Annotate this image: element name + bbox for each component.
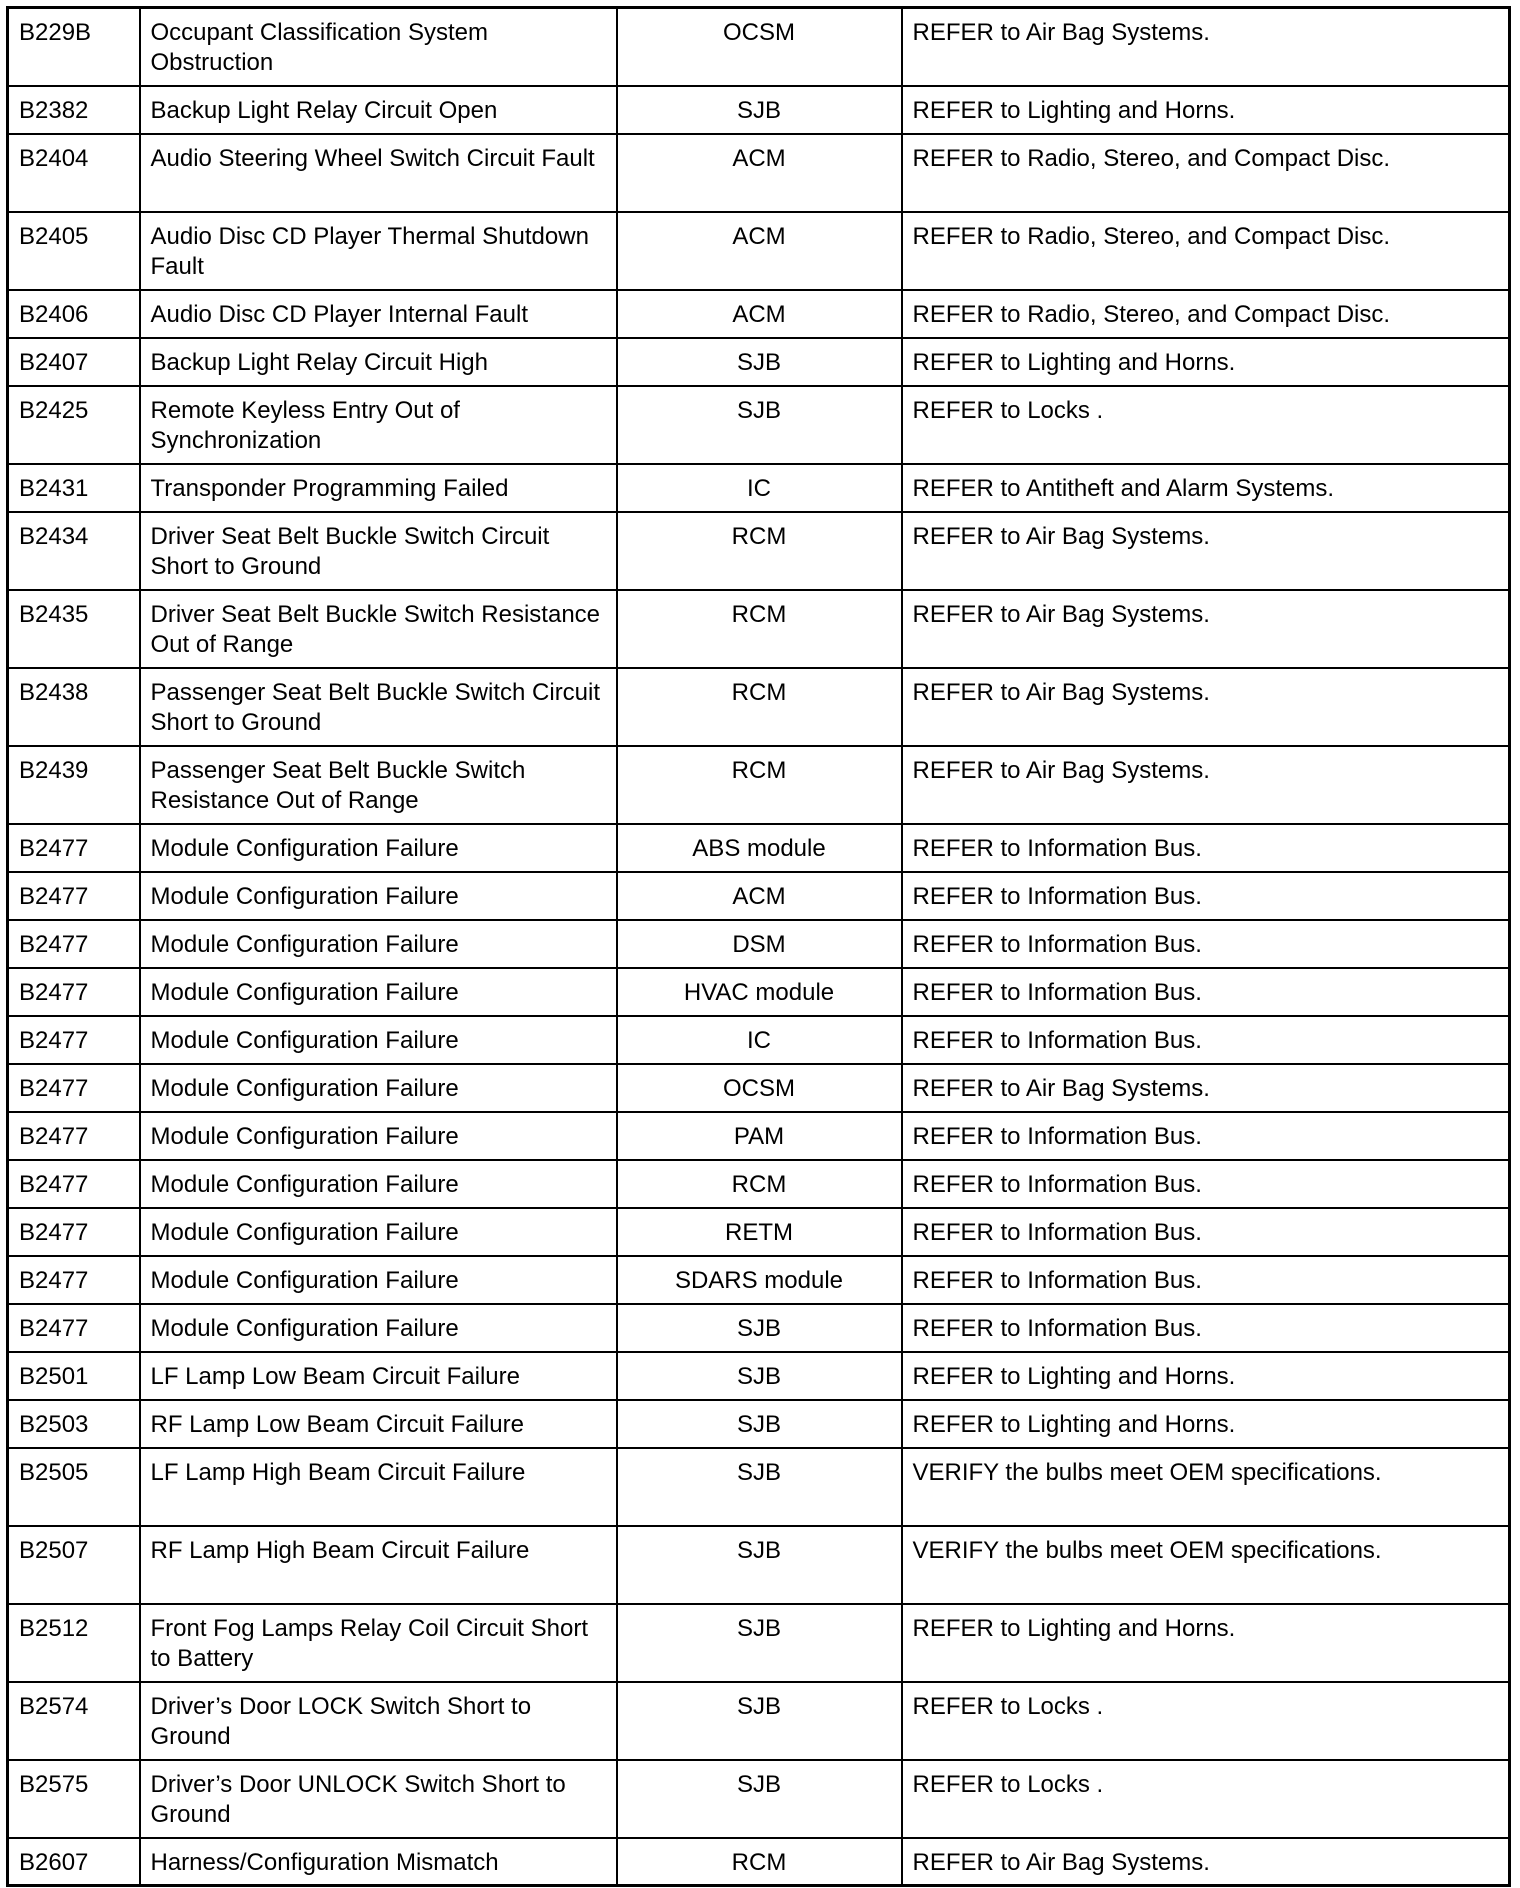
dtc-action-cell: REFER to Information Bus. [902, 1016, 1510, 1064]
dtc-code-cell: B2404 [8, 134, 140, 212]
dtc-code-cell: B2507 [8, 1526, 140, 1604]
dtc-description-cell: Module Configuration Failure [140, 1016, 617, 1064]
dtc-module-cell: SJB [617, 1400, 902, 1448]
dtc-module-cell: RETM [617, 1208, 902, 1256]
dtc-code-cell: B2505 [8, 1448, 140, 1526]
dtc-description-cell: Audio Disc CD Player Internal Fault [140, 290, 617, 338]
dtc-description-cell: Module Configuration Failure [140, 1112, 617, 1160]
dtc-code-cell: B2477 [8, 1208, 140, 1256]
table-row [8, 872, 1510, 920]
table-row [8, 1064, 1510, 1112]
dtc-module-cell: RCM [617, 1838, 902, 1886]
dtc-action-cell: REFER to Information Bus. [902, 920, 1510, 968]
dtc-code-cell: B2407 [8, 338, 140, 386]
dtc-description-cell: Module Configuration Failure [140, 920, 617, 968]
dtc-module-cell: SDARS module [617, 1256, 902, 1304]
dtc-description-cell: Transponder Programming Failed [140, 464, 617, 512]
dtc-code-cell: B2477 [8, 1160, 140, 1208]
dtc-code-cell: B2574 [8, 1682, 140, 1760]
dtc-description-cell: Front Fog Lamps Relay Coil Circuit Short to Battery [140, 1604, 617, 1682]
dtc-module-cell: SJB [617, 1448, 902, 1526]
table-row [8, 1604, 1510, 1682]
dtc-code-cell: B2435 [8, 590, 140, 668]
dtc-code-cell: B2405 [8, 212, 140, 290]
dtc-action-cell: REFER to Air Bag Systems. [902, 668, 1510, 746]
dtc-code-cell: B2434 [8, 512, 140, 590]
dtc-description-cell: Module Configuration Failure [140, 1208, 617, 1256]
dtc-description-cell: LF Lamp High Beam Circuit Failure [140, 1448, 617, 1526]
dtc-module-cell: DSM [617, 920, 902, 968]
table-row [8, 338, 1510, 386]
dtc-module-cell: ACM [617, 134, 902, 212]
dtc-module-cell: RCM [617, 512, 902, 590]
table-row [8, 1526, 1510, 1604]
table-row [8, 1682, 1510, 1760]
dtc-description-cell: Module Configuration Failure [140, 968, 617, 1016]
dtc-table-container [6, 6, 1508, 1887]
dtc-code-cell: B2382 [8, 86, 140, 134]
table-row [8, 1760, 1510, 1838]
table-row [8, 1208, 1510, 1256]
dtc-code-cell: B2477 [8, 1112, 140, 1160]
dtc-action-cell: REFER to Information Bus. [902, 1208, 1510, 1256]
dtc-action-cell: REFER to Information Bus. [902, 1256, 1510, 1304]
dtc-action-cell: REFER to Lighting and Horns. [902, 86, 1510, 134]
dtc-code-cell: B2439 [8, 746, 140, 824]
table-row [8, 1448, 1510, 1526]
dtc-action-cell: REFER to Air Bag Systems. [902, 512, 1510, 590]
dtc-description-cell: Driver Seat Belt Buckle Switch Resistance Out of Range [140, 590, 617, 668]
dtc-module-cell: SJB [617, 1682, 902, 1760]
dtc-description-cell: Module Configuration Failure [140, 872, 617, 920]
table-row [8, 1838, 1510, 1886]
dtc-code-cell: B2477 [8, 1304, 140, 1352]
dtc-module-cell: IC [617, 464, 902, 512]
dtc-code-cell: B2477 [8, 920, 140, 968]
dtc-code-cell: B2503 [8, 1400, 140, 1448]
dtc-description-cell: Module Configuration Failure [140, 1256, 617, 1304]
dtc-action-cell: REFER to Information Bus. [902, 968, 1510, 1016]
dtc-action-cell: REFER to Air Bag Systems. [902, 590, 1510, 668]
dtc-module-cell: SJB [617, 1526, 902, 1604]
dtc-module-cell: ACM [617, 290, 902, 338]
dtc-code-cell: B2431 [8, 464, 140, 512]
dtc-action-cell: REFER to Locks . [902, 386, 1510, 464]
dtc-description-cell: Remote Keyless Entry Out of Synchronization [140, 386, 617, 464]
dtc-code-cell: B2477 [8, 1016, 140, 1064]
table-row [8, 386, 1510, 464]
dtc-action-cell: REFER to Locks . [902, 1760, 1510, 1838]
dtc-action-cell: VERIFY the bulbs meet OEM specifications. [902, 1526, 1510, 1604]
dtc-module-cell: IC [617, 1016, 902, 1064]
dtc-description-cell: Driver’s Door UNLOCK Switch Short to Ground [140, 1760, 617, 1838]
dtc-action-cell: REFER to Radio, Stereo, and Compact Disc. [902, 212, 1510, 290]
dtc-description-cell: Module Configuration Failure [140, 824, 617, 872]
dtc-module-cell: ACM [617, 872, 902, 920]
dtc-description-cell: Audio Steering Wheel Switch Circuit Fault [140, 134, 617, 212]
dtc-code-cell: B229B [8, 8, 140, 86]
dtc-description-cell: Audio Disc CD Player Thermal Shutdown Fault [140, 212, 617, 290]
dtc-module-cell: SJB [617, 1352, 902, 1400]
dtc-code-cell: B2575 [8, 1760, 140, 1838]
dtc-code-cell: B2501 [8, 1352, 140, 1400]
dtc-code-cell: B2477 [8, 1064, 140, 1112]
dtc-description-cell: Harness/Configuration Mismatch [140, 1838, 617, 1886]
dtc-action-cell: REFER to Information Bus. [902, 824, 1510, 872]
dtc-action-cell: REFER to Information Bus. [902, 872, 1510, 920]
dtc-description-cell: LF Lamp Low Beam Circuit Failure [140, 1352, 617, 1400]
dtc-table-body [8, 8, 1510, 1886]
dtc-description-cell: Passenger Seat Belt Buckle Switch Circuit Short to Ground [140, 668, 617, 746]
table-row [8, 668, 1510, 746]
dtc-action-cell: REFER to Air Bag Systems. [902, 1838, 1510, 1886]
table-row [8, 1256, 1510, 1304]
dtc-description-cell: Driver’s Door LOCK Switch Short to Ground [140, 1682, 617, 1760]
table-row [8, 212, 1510, 290]
dtc-description-cell: Module Configuration Failure [140, 1160, 617, 1208]
dtc-action-cell: REFER to Radio, Stereo, and Compact Disc. [902, 290, 1510, 338]
dtc-module-cell: SJB [617, 386, 902, 464]
dtc-description-cell: RF Lamp Low Beam Circuit Failure [140, 1400, 617, 1448]
dtc-module-cell: SJB [617, 86, 902, 134]
dtc-code-cell: B2607 [8, 1838, 140, 1886]
dtc-action-cell: REFER to Radio, Stereo, and Compact Disc. [902, 134, 1510, 212]
dtc-action-cell: REFER to Lighting and Horns. [902, 1400, 1510, 1448]
table-row [8, 1016, 1510, 1064]
dtc-code-cell: B2477 [8, 824, 140, 872]
dtc-code-cell: B2438 [8, 668, 140, 746]
dtc-action-cell: REFER to Air Bag Systems. [902, 1064, 1510, 1112]
dtc-action-cell: REFER to Information Bus. [902, 1304, 1510, 1352]
dtc-table [6, 6, 1511, 1887]
dtc-code-cell: B2512 [8, 1604, 140, 1682]
dtc-description-cell: Passenger Seat Belt Buckle Switch Resistance Out of Range [140, 746, 617, 824]
dtc-code-cell: B2425 [8, 386, 140, 464]
table-row [8, 290, 1510, 338]
dtc-code-cell: B2406 [8, 290, 140, 338]
table-row [8, 464, 1510, 512]
dtc-action-cell: REFER to Information Bus. [902, 1112, 1510, 1160]
dtc-module-cell: RCM [617, 668, 902, 746]
dtc-module-cell: SJB [617, 338, 902, 386]
dtc-module-cell: ABS module [617, 824, 902, 872]
dtc-description-cell: Occupant Classification System Obstruction [140, 8, 617, 86]
table-row [8, 590, 1510, 668]
dtc-description-cell: Backup Light Relay Circuit Open [140, 86, 617, 134]
table-row [8, 1160, 1510, 1208]
dtc-action-cell: VERIFY the bulbs meet OEM specifications. [902, 1448, 1510, 1526]
dtc-module-cell: SJB [617, 1760, 902, 1838]
dtc-description-cell: Driver Seat Belt Buckle Switch Circuit Short to Ground [140, 512, 617, 590]
dtc-action-cell: REFER to Air Bag Systems. [902, 746, 1510, 824]
dtc-module-cell: RCM [617, 746, 902, 824]
table-row [8, 746, 1510, 824]
dtc-description-cell: Module Configuration Failure [140, 1064, 617, 1112]
table-row [8, 86, 1510, 134]
dtc-module-cell: PAM [617, 1112, 902, 1160]
dtc-description-cell: RF Lamp High Beam Circuit Failure [140, 1526, 617, 1604]
dtc-module-cell: RCM [617, 1160, 902, 1208]
table-row [8, 134, 1510, 212]
table-row [8, 920, 1510, 968]
table-row [8, 1112, 1510, 1160]
dtc-action-cell: REFER to Lighting and Horns. [902, 1604, 1510, 1682]
table-row [8, 824, 1510, 872]
dtc-module-cell: RCM [617, 590, 902, 668]
dtc-action-cell: REFER to Lighting and Horns. [902, 1352, 1510, 1400]
table-row [8, 512, 1510, 590]
dtc-code-cell: B2477 [8, 872, 140, 920]
dtc-action-cell: REFER to Antitheft and Alarm Systems. [902, 464, 1510, 512]
dtc-action-cell: REFER to Locks . [902, 1682, 1510, 1760]
dtc-action-cell: REFER to Information Bus. [902, 1160, 1510, 1208]
table-row [8, 8, 1510, 86]
dtc-module-cell: ACM [617, 212, 902, 290]
dtc-action-cell: REFER to Air Bag Systems. [902, 8, 1510, 86]
dtc-code-cell: B2477 [8, 968, 140, 1016]
dtc-module-cell: SJB [617, 1604, 902, 1682]
dtc-module-cell: SJB [617, 1304, 902, 1352]
dtc-description-cell: Backup Light Relay Circuit High [140, 338, 617, 386]
dtc-action-cell: REFER to Lighting and Horns. [902, 338, 1510, 386]
dtc-code-cell: B2477 [8, 1256, 140, 1304]
table-row [8, 968, 1510, 1016]
dtc-module-cell: OCSM [617, 1064, 902, 1112]
dtc-module-cell: OCSM [617, 8, 902, 86]
dtc-description-cell: Module Configuration Failure [140, 1304, 617, 1352]
dtc-module-cell: HVAC module [617, 968, 902, 1016]
table-row [8, 1400, 1510, 1448]
table-row [8, 1304, 1510, 1352]
table-row [8, 1352, 1510, 1400]
